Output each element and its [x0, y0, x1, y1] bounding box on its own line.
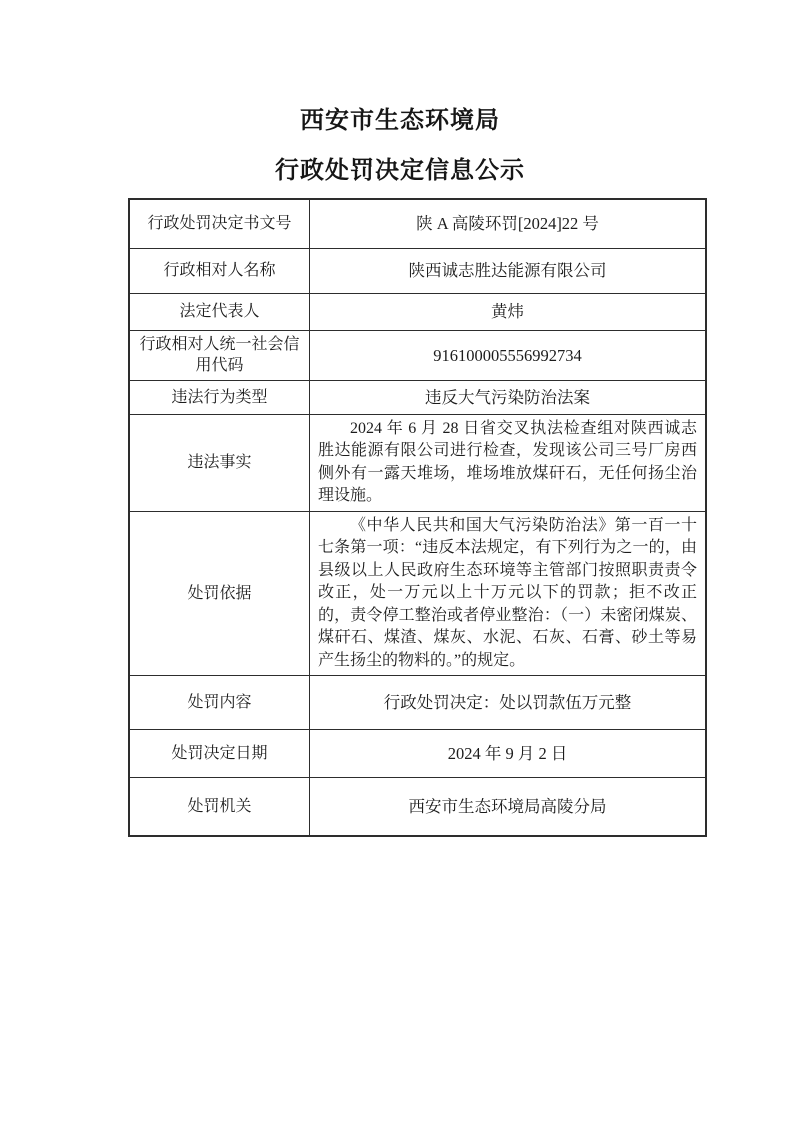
row-credit-code — [129, 330, 706, 380]
row-value: 2024 年 6 月 28 日省交叉执法检查组对陕西诚志胜达能源有限公司进行检查，发现该公司三号厂房西侧外有一露天堆场，堆场堆放煤矸石，无任何扬尘治理设施。 — [310, 414, 707, 511]
row-value: 陕西诚志胜达能源有限公司 — [310, 248, 707, 293]
row-value: 2024 年 9 月 2 日 — [310, 730, 707, 778]
row-violation-type — [129, 380, 706, 414]
document-title: 西安市生态环境局 — [300, 107, 500, 134]
row-penalty-authority — [129, 778, 706, 836]
row-label: 行政相对人名称 — [129, 248, 310, 293]
row-violation-facts — [129, 414, 706, 511]
row-label: 处罚机关 — [129, 778, 310, 836]
row-document-number — [129, 199, 706, 248]
row-label: 违法行为类型 — [129, 380, 310, 414]
row-legal-representative — [129, 293, 706, 330]
row-label: 处罚依据 — [129, 511, 310, 676]
row-penalty-date — [129, 730, 706, 778]
row-label: 处罚内容 — [129, 676, 310, 730]
row-value: 西安市生态环境局高陵分局 — [310, 778, 707, 836]
row-label: 行政相对人统一社会信用代码 — [129, 330, 310, 380]
row-penalty-basis — [129, 511, 706, 676]
row-value: 《中华人民共和国大气污染防治法》第一百一十七条第一项：“违反本法规定，有下列行为之一的，由县级以上人民政府生态环境等主管部门按照职责责令改正，处一万元以上十万元以下的罚款；拒不改正的，责令停工整治或者停业整治：（一）未密闭煤炭、煤矸石、煤渣、煤灰、水泥、石灰、石膏、砂土等易产生扬尘的物料的。”的规定。 — [310, 511, 707, 676]
row-value: 黄炜 — [310, 293, 707, 330]
row-value: 行政处罚决定：处以罚款伍万元整 — [310, 676, 707, 730]
row-label: 处罚决定日期 — [129, 730, 310, 778]
row-label: 行政处罚决定书文号 — [129, 199, 310, 248]
row-party-name — [129, 248, 706, 293]
row-label: 法定代表人 — [129, 293, 310, 330]
row-value: 916100005556992734 — [310, 330, 707, 380]
document-subtitle: 行政处罚决定信息公示 — [275, 157, 525, 184]
row-value: 陕 A 高陵环罚[2024]22 号 — [310, 199, 707, 248]
row-label: 违法事实 — [129, 414, 310, 511]
penalty-info-table — [128, 198, 707, 837]
row-penalty-content — [129, 676, 706, 730]
row-value: 违反大气污染防治法案 — [310, 380, 707, 414]
